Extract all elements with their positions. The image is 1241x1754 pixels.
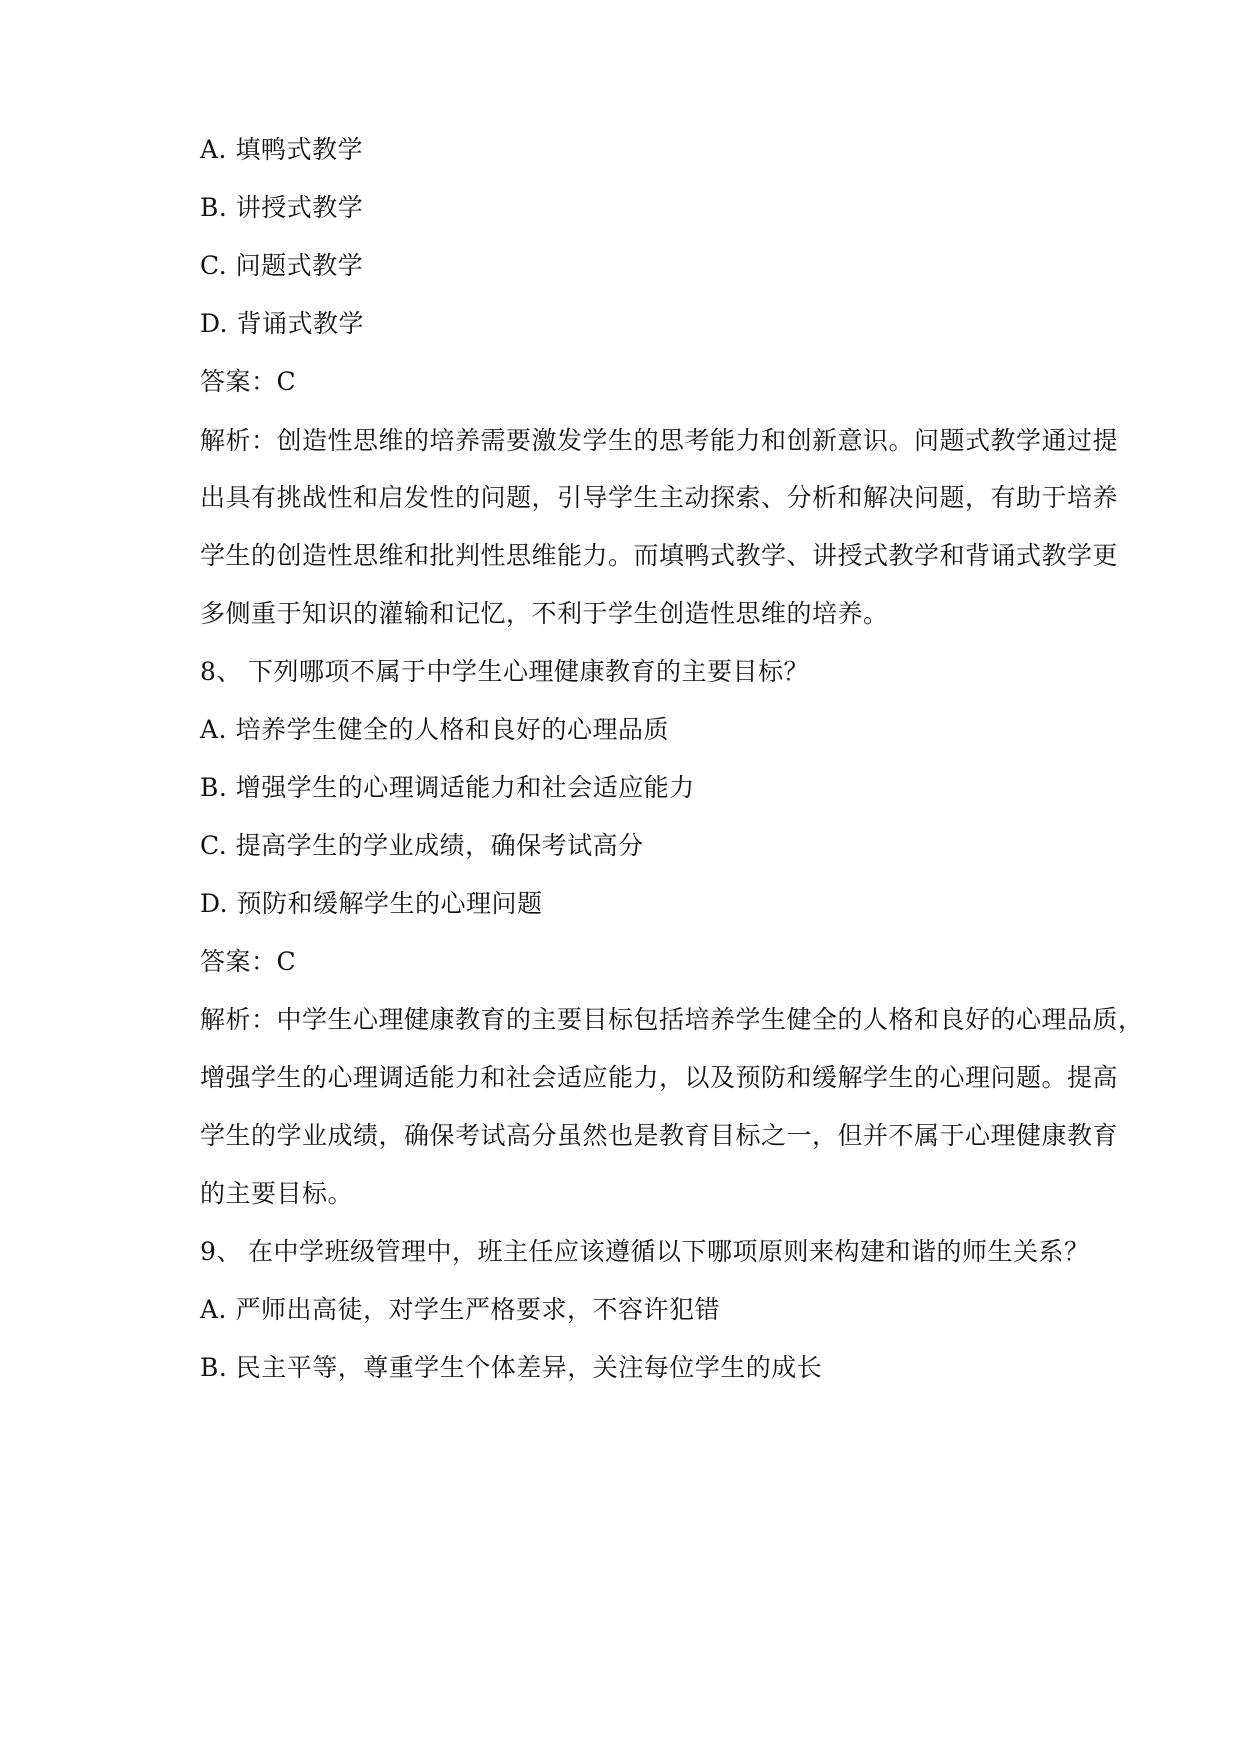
- q8-question: [200, 652, 1100, 692]
- q8-analysis-line-2: 增强学生的心理调适能力和社会适应能力，以及预防和缓解学生的心理问题。提高: [200, 1063, 1119, 1092]
- q8-number: 8、: [200, 657, 242, 686]
- q9-number: 9、: [200, 1237, 242, 1266]
- q9-option-b: B. 民主平等，尊重学生个体差异，关注每位学生的成长: [200, 1353, 823, 1382]
- q7-analysis-line-2: 出具有挑战性和启发性的问题，引导学生主动探索、分析和解决问题，有助于培养: [200, 483, 1119, 512]
- q8-option-a: A. 培养学生健全的人格和良好的心理品质: [200, 715, 669, 744]
- q9-option-a: A. 严师出高徒，对学生严格要求，不容许犯错: [200, 1295, 720, 1324]
- q9-question-text: 在中学班级管理中，班主任应该遵循以下哪项原则来构建和谐的师生关系？: [248, 1237, 1090, 1266]
- q8-analysis-line-4: 的主要目标。: [200, 1179, 354, 1208]
- q7-option-d: D. 背诵式教学: [200, 309, 365, 338]
- q8-analysis-line-1: 解析：中学生心理健康教育的主要目标包括培养学生健全的人格和良好的心理品质，: [200, 1005, 1144, 1034]
- q8-option-c: C. 提高学生的学业成绩，确保考试高分: [200, 831, 644, 860]
- q8-option-b: B. 增强学生的心理调适能力和社会适应能力: [200, 773, 695, 802]
- q8-question-text: 下列哪项不属于中学生心理健康教育的主要目标？: [248, 657, 810, 686]
- q8-option-d: D. 预防和缓解学生的心理问题: [200, 889, 543, 918]
- q8-answer: 答案：C: [200, 947, 297, 976]
- q7-answer: 答案：C: [200, 367, 297, 396]
- q7-option-b: B. 讲授式教学: [200, 193, 364, 222]
- q7-analysis-line-4: 多侧重于知识的灌输和记忆，不利于学生创造性思维的培养。: [200, 599, 889, 628]
- q9-question: [200, 1232, 1100, 1272]
- q7-analysis-line-3: 学生的创造性思维和批判性思维能力。而填鸭式教学、讲授式教学和背诵式教学更: [200, 541, 1119, 570]
- q7-analysis-line-1: 解析：创造性思维的培养需要激发学生的思考能力和创新意识。问题式教学通过提: [200, 426, 1119, 455]
- q7-option-a: A. 填鸭式教学: [200, 135, 363, 164]
- q8-analysis-line-3: 学生的学业成绩，确保考试高分虽然也是教育目标之一，但并不属于心理健康教育: [200, 1121, 1119, 1150]
- q7-option-c: C. 问题式教学: [200, 251, 364, 280]
